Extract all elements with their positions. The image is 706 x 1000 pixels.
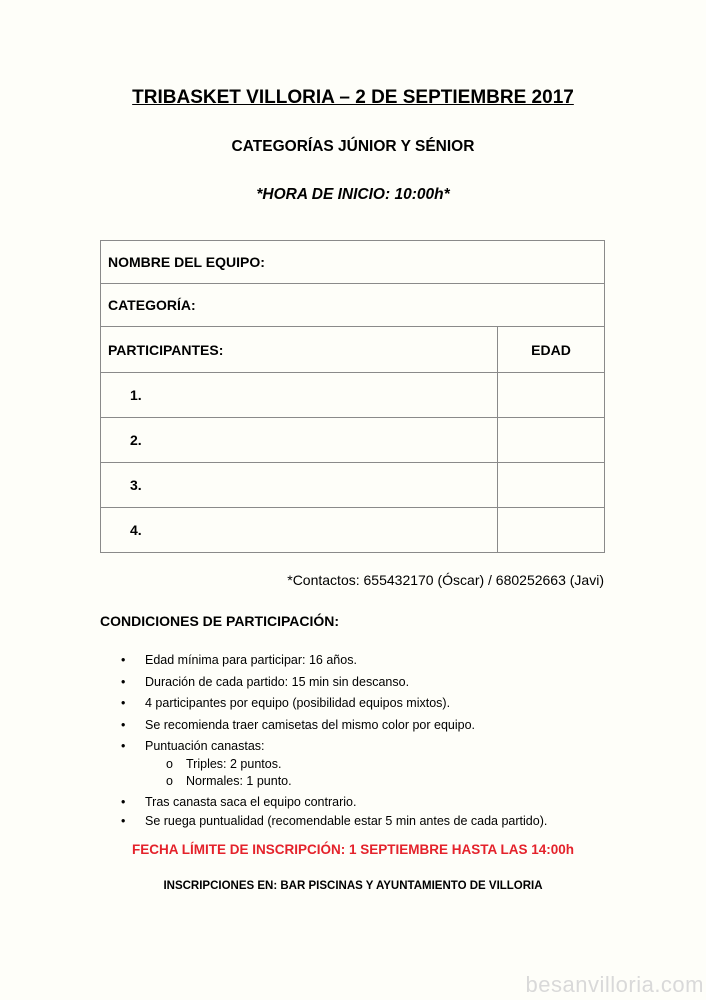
condition-text: Puntuación canastas: bbox=[145, 739, 265, 753]
participant-age-field[interactable] bbox=[498, 418, 605, 463]
list-item bbox=[100, 812, 620, 831]
list-item bbox=[100, 756, 620, 773]
scoring-text: Triples: 2 puntos. bbox=[186, 757, 282, 771]
condition-text: Tras canasta saca el equipo contrario. bbox=[145, 794, 357, 809]
bullet-icon: • bbox=[121, 794, 126, 809]
circle-bullet-icon: o bbox=[166, 774, 173, 788]
scoring-text: Normales: 1 punto. bbox=[186, 774, 292, 788]
bullet-icon: • bbox=[121, 696, 126, 710]
contacts-line: *Contactos: 655432170 (Óscar) / 680252663 (Javi) bbox=[287, 572, 604, 588]
team-name-field[interactable]: NOMBRE DEL EQUIPO: bbox=[101, 241, 605, 284]
list-item bbox=[100, 773, 620, 790]
condition-text: Duración de cada partido: 15 min sin descanso. bbox=[145, 674, 410, 689]
bullet-icon: • bbox=[121, 739, 126, 753]
conditions-list bbox=[100, 651, 620, 833]
watermark: besanvilloria.com bbox=[525, 972, 704, 997]
condition-text: Se ruega puntualidad (recomendable estar 5 min antes de cada partido). bbox=[145, 813, 548, 828]
list-item bbox=[100, 793, 620, 812]
registration-places: INSCRIPCIONES EN: BAR PISCINAS Y AYUNTAMIENTO DE VILLORIA bbox=[163, 880, 543, 892]
participant-name-field[interactable]: 1. bbox=[101, 373, 498, 418]
list-item bbox=[100, 716, 620, 735]
participants-header-row bbox=[101, 327, 605, 373]
list-item bbox=[100, 673, 620, 692]
team-name-row bbox=[101, 241, 605, 284]
participant-age-field[interactable] bbox=[498, 508, 605, 553]
registration-deadline: FECHA LÍMITE DE INSCRIPCIÓN: 1 SEPTIEMBRE HASTA LAS 14:00h bbox=[131, 842, 575, 857]
category-field[interactable]: CATEGORÍA: bbox=[101, 284, 605, 327]
registration-form-table bbox=[100, 240, 605, 553]
bullet-icon: • bbox=[121, 674, 126, 689]
participant-name-field[interactable]: 3. bbox=[101, 463, 498, 508]
bullet-icon: • bbox=[121, 813, 126, 828]
condition-text: 4 participantes por equipo (posibilidad equipos mixtos). bbox=[145, 696, 451, 710]
participants-header: PARTICIPANTES: bbox=[101, 327, 498, 373]
participant-row bbox=[101, 508, 605, 553]
participant-row bbox=[101, 463, 605, 508]
bullet-icon: • bbox=[121, 653, 126, 667]
participant-row bbox=[101, 418, 605, 463]
participant-row bbox=[101, 373, 605, 418]
age-header: EDAD bbox=[498, 327, 605, 373]
bullet-icon: • bbox=[121, 717, 126, 732]
categories-subtitle: CATEGORÍAS JÚNIOR Y SÉNIOR bbox=[231, 138, 475, 155]
scoring-sublist bbox=[145, 756, 620, 790]
list-item bbox=[100, 694, 620, 713]
page-title bbox=[0, 87, 706, 109]
participant-age-field[interactable] bbox=[498, 373, 605, 418]
participant-name-field[interactable]: 2. bbox=[101, 418, 498, 463]
participant-name-field[interactable]: 4. bbox=[101, 508, 498, 553]
list-item bbox=[100, 737, 620, 790]
circle-bullet-icon: o bbox=[166, 757, 173, 771]
condition-text: Se recomienda traer camisetas del mismo color por equipo. bbox=[145, 717, 476, 732]
category-row bbox=[101, 284, 605, 327]
list-item bbox=[100, 651, 620, 670]
start-time: *HORA DE INICIO: 10:00h* bbox=[256, 186, 450, 203]
title-text: TRIBASKET VILLORIA – 2 DE SEPTIEMBRE 2017 bbox=[132, 87, 574, 108]
conditions-title: CONDICIONES DE PARTICIPACIÓN: bbox=[100, 613, 340, 629]
condition-text: Edad mínima para participar: 16 años. bbox=[145, 653, 357, 667]
participant-age-field[interactable] bbox=[498, 463, 605, 508]
